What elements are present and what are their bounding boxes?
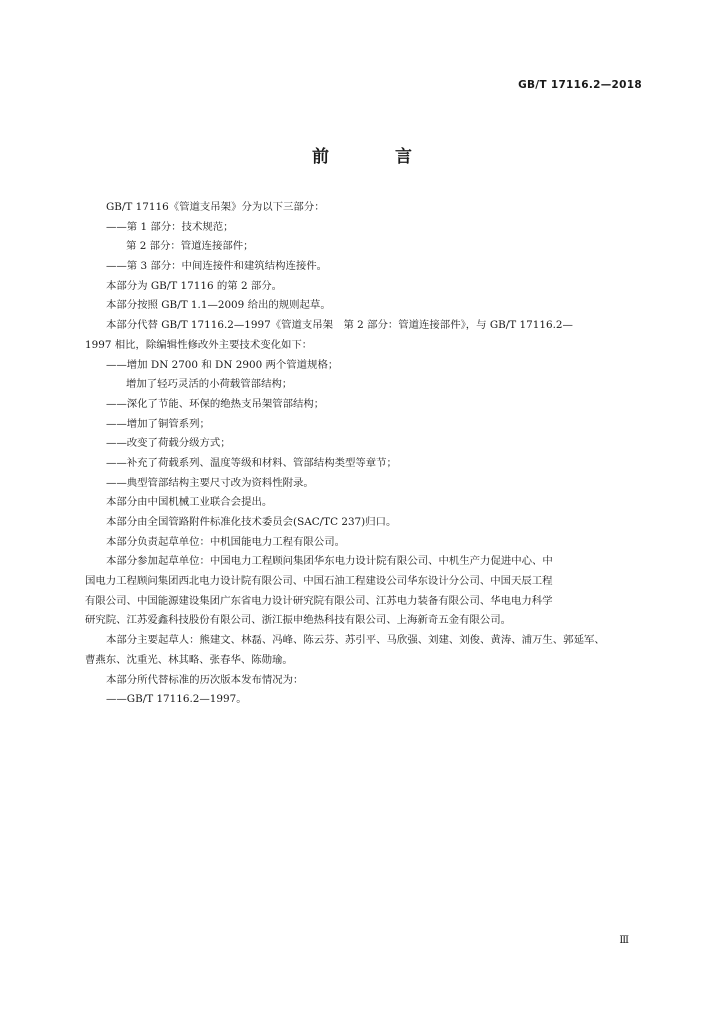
body-line: ——增加了铜管系列； bbox=[106, 417, 210, 430]
body-line: 本部分按照 GB/T 1.1—2009 给出的规则起草。 bbox=[106, 299, 331, 312]
foreword-body bbox=[85, 198, 645, 710]
body-line: 本部分参加起草单位：中国电力工程顾问集团华东电力设计院有限公司、中机生产力促进中心、中 bbox=[106, 555, 553, 568]
body-line: 国电力工程顾问集团西北电力设计院有限公司、中国石油工程建设公司华东设计分公司、中国天辰工程 bbox=[85, 575, 553, 588]
body-line: 曹燕东、沈重光、林其略、张春华、陈勋瑜。 bbox=[85, 653, 293, 666]
body-line: ——深化了节能、环保的绝热支吊架管部结构； bbox=[106, 397, 325, 410]
body-line: ——第 1 部分：技术规范； bbox=[106, 220, 234, 233]
page-number: Ⅲ bbox=[619, 935, 629, 946]
body-line: 第 2 部分：管道连接部件； bbox=[126, 240, 254, 253]
body-line: ——第 3 部分：中间连接件和建筑结构连接件。 bbox=[106, 260, 328, 273]
body-line: 有限公司、中国能源建设集团广东省电力设计研究院有限公司、江苏电力装备有限公司、华电电力科学 bbox=[85, 594, 553, 607]
body-line: ——改变了荷载分级方式； bbox=[106, 437, 231, 450]
body-line: 本部分由全国管路附件标准化技术委员会(SAC/TC 237)归口。 bbox=[106, 516, 397, 528]
body-line: ——GB/T 17116.2—1997。 bbox=[106, 693, 247, 706]
body-line: 本部分由中国机械工业联合会提出。 bbox=[106, 496, 273, 509]
body-line: 研究院、江苏爱鑫科技股份有限公司、浙江振申绝热科技有限公司、上海新奇五金有限公司。 bbox=[85, 614, 512, 627]
body-line: ——增加 DN 2700 和 DN 2900 两个管道规格； bbox=[106, 358, 339, 371]
body-line: 本部分主要起草人：熊建文、林磊、冯峰、陈云芬、苏引平、马欣强、刘建、刘俊、黄涛、浦万生、郭延军、 bbox=[106, 634, 605, 647]
body-line: 1997 相比，除编辑性修改外主要技术变化如下： bbox=[85, 338, 313, 351]
body-line: 本部分为 GB/T 17116 的第 2 部分。 bbox=[106, 279, 283, 292]
body-line: 本部分代替 GB/T 17116.2—1997《管道支吊架 第 2 部分：管道连接部件》，与 GB/T 17116.2— bbox=[106, 319, 573, 332]
body-line: 增加了轻巧灵活的小荷载管部结构； bbox=[126, 378, 293, 391]
standard-code-header: GB/T 17116.2—2018 bbox=[518, 79, 642, 91]
body-line: GB/T 17116《管道支吊架》分为以下三部分： bbox=[106, 201, 325, 213]
body-line: ——补充了荷载系列、温度等级和材料、管部结构类型等章节； bbox=[106, 456, 397, 469]
body-line: 本部分负责起草单位：中机国能电力工程有限公司。 bbox=[106, 535, 345, 548]
body-line: ——典型管部结构主要尺寸改为资料性附录。 bbox=[106, 476, 314, 489]
body-line: 本部分所代替标准的历次版本发布情况为： bbox=[106, 673, 304, 686]
page-title: 前 言 bbox=[312, 147, 442, 167]
